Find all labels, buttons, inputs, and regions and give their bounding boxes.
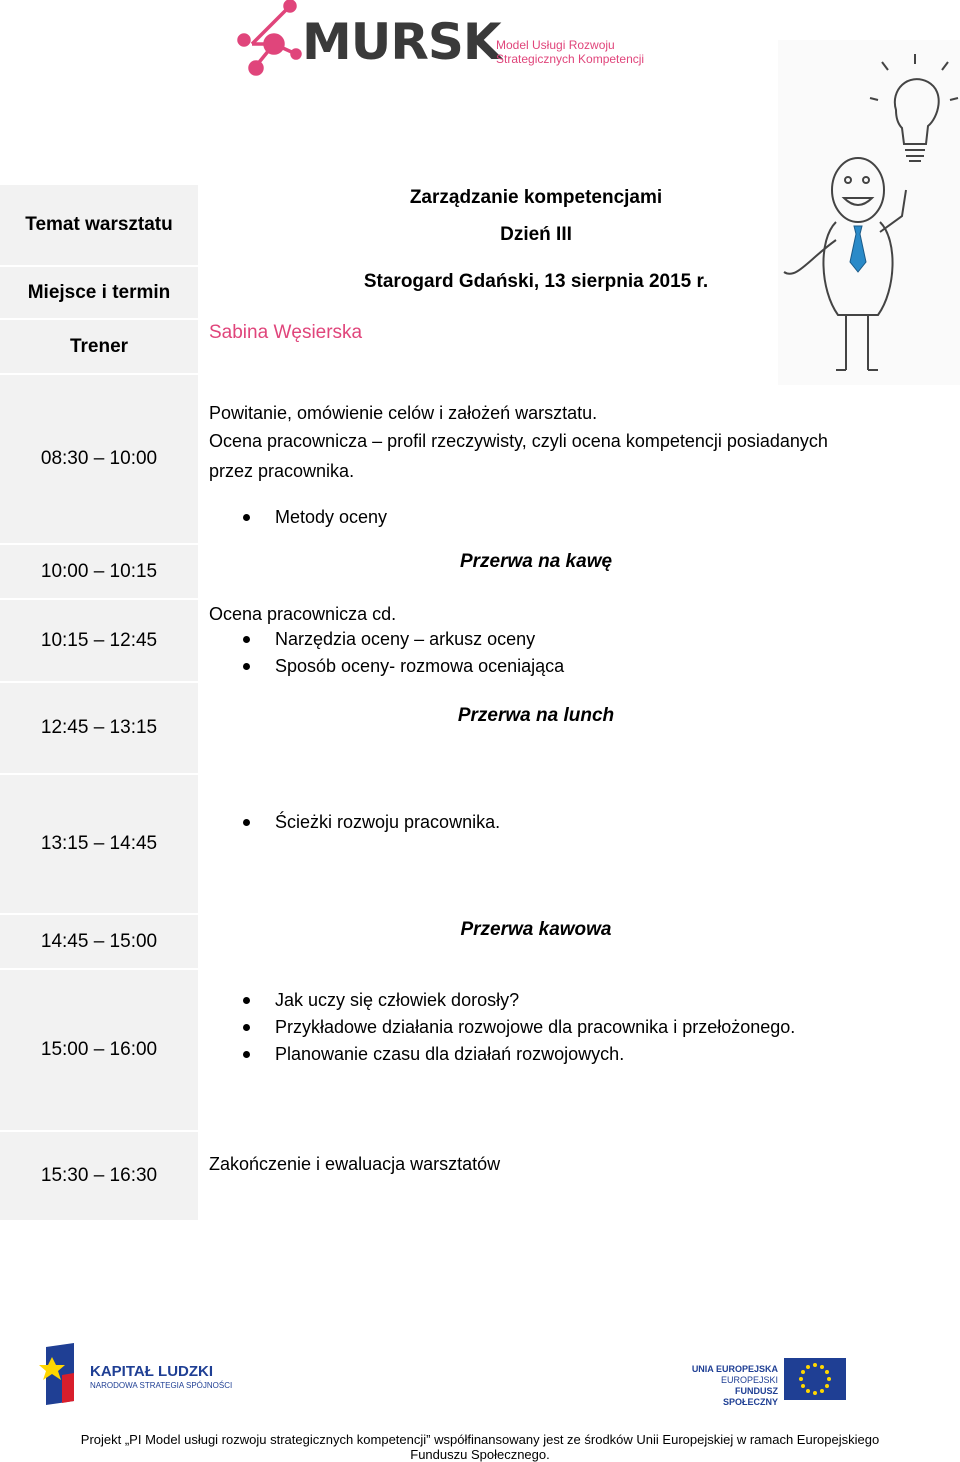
session-text: przez pracownika. <box>209 461 355 481</box>
row-trainer <box>0 320 960 375</box>
footer-line: Funduszu Społecznego. <box>410 1447 550 1462</box>
eu-line: FUNDUSZ SPOŁECZNY <box>722 1386 778 1407</box>
list-item: Planowanie czasu dla działań rozwojowych. <box>209 1041 795 1068</box>
break-row <box>0 915 960 970</box>
session-time: 08:30 – 10:00 <box>0 375 198 545</box>
molecule-icon <box>234 0 304 78</box>
break-label: Przerwa na kawę <box>459 551 613 572</box>
session-time: 14:45 – 15:00 <box>0 915 198 970</box>
session-time: 10:00 – 10:15 <box>0 545 198 600</box>
logo-wordmark: MURSK <box>302 13 501 71</box>
break-label: Przerwa na lunch <box>457 705 615 726</box>
break-label: Przerwa kawowa <box>460 919 612 940</box>
session-intro: Ocena pracownicza cd. <box>209 604 397 624</box>
place-label: Miejsce i termin <box>0 267 198 320</box>
session-text: Ocena pracownicza – profil rzeczywisty, czyli ocena kompetencji posiadanych <box>209 431 828 451</box>
session-time: 12:45 – 13:15 <box>0 683 198 775</box>
session-time: 15:30 – 16:30 <box>0 1132 198 1222</box>
schedule-row <box>0 775 960 915</box>
logo-subtitle <box>496 38 644 66</box>
footer-line: Projekt „PI Model usługi rozwoju strategicznych kompetencji” współfinansowany jest ze środków Unii Europejskiej w ramach Europejskiego <box>80 1432 880 1447</box>
logo-subtitle-line: Model Usługi Rozwoju <box>496 38 615 52</box>
eu-line: UNIA EUROPEJSKA <box>691 1364 778 1374</box>
list-item: Ścieżki rozwoju pracownika. <box>209 809 500 836</box>
list-item: Narzędzia oceny – arkusz oceny <box>209 626 564 653</box>
kapital-ludzki-emblem-icon <box>38 1343 78 1405</box>
logo-subtitle-line: Strategicznych Kompetencji <box>496 52 645 66</box>
session-content <box>209 400 960 486</box>
footer-note <box>20 1432 940 1462</box>
bullet-list <box>209 626 564 680</box>
list-item: Metody oceny <box>209 504 387 531</box>
eu-logo <box>686 1354 848 1407</box>
workshop-title: Zarządzanie kompetencjami <box>409 187 663 208</box>
eu-line: EUROPEJSKI <box>720 1375 778 1385</box>
row-topic <box>0 185 960 267</box>
workshop-day: Dzień III <box>500 224 572 245</box>
kl-subtitle: NARODOWA STRATEGIA SPÓJNOŚCI <box>90 1381 233 1390</box>
trainer-label: Trener <box>0 320 198 375</box>
list-item: Jak uczy się człowiek dorosły? <box>209 987 795 1014</box>
schedule-row <box>0 1132 960 1222</box>
schedule-row <box>0 970 960 1132</box>
session-time: 15:00 – 16:00 <box>0 970 198 1132</box>
schedule-row <box>0 600 960 683</box>
session-time: 10:15 – 12:45 <box>0 600 198 683</box>
session-text: Zakończenie i ewaluacja warsztatów <box>209 1154 501 1174</box>
schedule-row <box>0 375 960 545</box>
session-time: 13:15 – 14:45 <box>0 775 198 915</box>
bullet-list <box>209 987 795 1068</box>
topic-label: Temat warsztatu <box>0 185 198 267</box>
trainer-name: Sabina Węsierska <box>209 322 363 343</box>
mursk-logo <box>234 0 654 80</box>
kl-title: KAPITAŁ LUDZKI <box>90 1363 214 1380</box>
list-item: Przykładowe działania rozwojowe dla pracownika i przełożonego. <box>209 1014 795 1041</box>
place-value: Starogard Gdański, 13 sierpnia 2015 r. <box>363 271 709 292</box>
break-row <box>0 545 960 600</box>
bullet-list <box>209 504 387 531</box>
list-item: Sposób oceny- rozmowa oceniająca <box>209 653 564 680</box>
kapital-ludzki-logo <box>38 1343 238 1405</box>
eu-flag-icon <box>784 1358 846 1400</box>
eu-text <box>686 1364 778 1408</box>
session-text: Powitanie, omówienie celów i założeń warsztatu. <box>209 403 598 423</box>
break-row <box>0 683 960 775</box>
row-place <box>0 267 960 320</box>
bullet-list <box>209 809 500 836</box>
